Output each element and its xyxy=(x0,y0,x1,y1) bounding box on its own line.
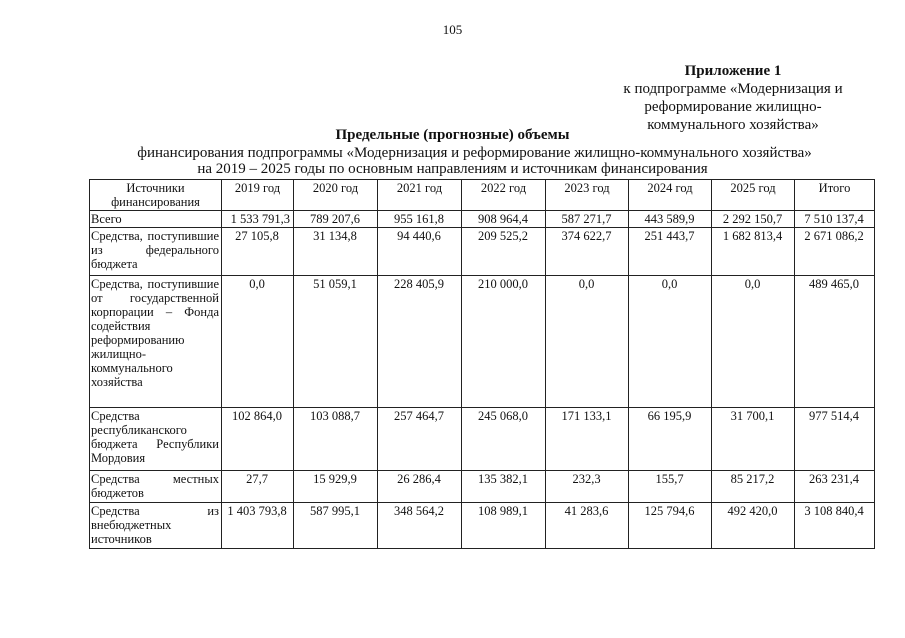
appendix-line-3: коммунального хозяйства» xyxy=(647,117,819,133)
cell-value: 232,3 xyxy=(546,471,629,503)
cell-value: 27 105,8 xyxy=(222,228,294,276)
financing-table xyxy=(89,179,875,549)
cell-value: 348 564,2 xyxy=(378,503,462,549)
header-2024: 2024 год xyxy=(629,180,712,211)
cell-value: 209 525,2 xyxy=(462,228,546,276)
cell-value: 155,7 xyxy=(629,471,712,503)
cell-total: 3 108 840,4 xyxy=(795,503,875,549)
header-total: Итого xyxy=(795,180,875,211)
cell-value: 135 382,1 xyxy=(462,471,546,503)
cell-value: 251 443,7 xyxy=(629,228,712,276)
cell-value: 26 286,4 xyxy=(378,471,462,503)
table-row xyxy=(90,471,875,503)
row-source: Средства, поступившие от государственной корпорации – Фонда содействия реформированию жилищно-коммунального хозяйства xyxy=(90,276,222,408)
header-source: Источники финансирования xyxy=(90,180,222,211)
header-2021: 2021 год xyxy=(378,180,462,211)
cell-total: 263 231,4 xyxy=(795,471,875,503)
cell-value: 15 929,9 xyxy=(294,471,378,503)
row-source: Средства из внебюджетных источников xyxy=(90,503,222,549)
cell-value: 789 207,6 xyxy=(294,211,378,228)
cell-value: 257 464,7 xyxy=(378,408,462,471)
appendix-line-1: к подпрограмме «Модернизация и xyxy=(623,81,843,97)
cell-value: 955 161,8 xyxy=(378,211,462,228)
cell-value: 374 622,7 xyxy=(546,228,629,276)
cell-value: 102 864,0 xyxy=(222,408,294,471)
cell-value: 31 134,8 xyxy=(294,228,378,276)
cell-value: 85 217,2 xyxy=(712,471,795,503)
cell-value: 31 700,1 xyxy=(712,408,795,471)
table-subtitle: финансирования подпрограммы «Модернизация и реформирование жилищно-коммунального хозяйства» xyxy=(137,145,812,161)
header-2020: 2020 год xyxy=(294,180,378,211)
table-row xyxy=(90,408,875,471)
cell-value: 587 995,1 xyxy=(294,503,378,549)
cell-value: 41 283,6 xyxy=(546,503,629,549)
cell-value: 1 403 793,8 xyxy=(222,503,294,549)
cell-value: 27,7 xyxy=(222,471,294,503)
cell-value: 94 440,6 xyxy=(378,228,462,276)
cell-value: 0,0 xyxy=(222,276,294,408)
cell-value: 125 794,6 xyxy=(629,503,712,549)
row-source: Средства, поступившие из федерального бюджета xyxy=(90,228,222,276)
appendix-title: Приложение 1 xyxy=(684,63,782,79)
cell-value: 587 271,7 xyxy=(546,211,629,228)
cell-value: 108 989,1 xyxy=(462,503,546,549)
cell-total: 977 514,4 xyxy=(795,408,875,471)
header-2023: 2023 год xyxy=(546,180,629,211)
cell-value: 51 059,1 xyxy=(294,276,378,408)
row-source: Всего xyxy=(90,211,222,228)
cell-value: 492 420,0 xyxy=(712,503,795,549)
table-row xyxy=(90,211,875,228)
cell-value: 0,0 xyxy=(712,276,795,408)
cell-value: 228 405,9 xyxy=(378,276,462,408)
cell-value: 908 964,4 xyxy=(462,211,546,228)
page-number: 105 xyxy=(442,22,463,37)
appendix-block xyxy=(598,62,868,134)
cell-value: 0,0 xyxy=(546,276,629,408)
cell-value: 443 589,9 xyxy=(629,211,712,228)
cell-value: 245 068,0 xyxy=(462,408,546,471)
appendix-line-2: реформирование жилищно- xyxy=(644,99,822,115)
table-subtitle-2: на 2019 – 2025 годы по основным направлениям и источникам финансирования xyxy=(197,161,708,177)
cell-value: 1 682 813,4 xyxy=(712,228,795,276)
cell-value: 66 195,9 xyxy=(629,408,712,471)
cell-total: 7 510 137,4 xyxy=(795,211,875,228)
cell-value: 103 088,7 xyxy=(294,408,378,471)
table-header-row xyxy=(90,180,875,211)
cell-value: 1 533 791,3 xyxy=(222,211,294,228)
table-row xyxy=(90,503,875,549)
row-source: Средства местных бюджетов xyxy=(90,471,222,503)
cell-value: 2 292 150,7 xyxy=(712,211,795,228)
cell-value: 0,0 xyxy=(629,276,712,408)
row-source: Средства республиканского бюджета Республики Мордовия xyxy=(90,408,222,471)
header-2022: 2022 год xyxy=(462,180,546,211)
cell-total: 489 465,0 xyxy=(795,276,875,408)
header-2019: 2019 год xyxy=(222,180,294,211)
table-row xyxy=(90,276,875,408)
table-row xyxy=(90,228,875,276)
cell-value: 171 133,1 xyxy=(546,408,629,471)
cell-total: 2 671 086,2 xyxy=(795,228,875,276)
header-2025: 2025 год xyxy=(712,180,795,211)
table-title: Предельные (прогнозные) объемы xyxy=(335,127,570,143)
cell-value: 210 000,0 xyxy=(462,276,546,408)
